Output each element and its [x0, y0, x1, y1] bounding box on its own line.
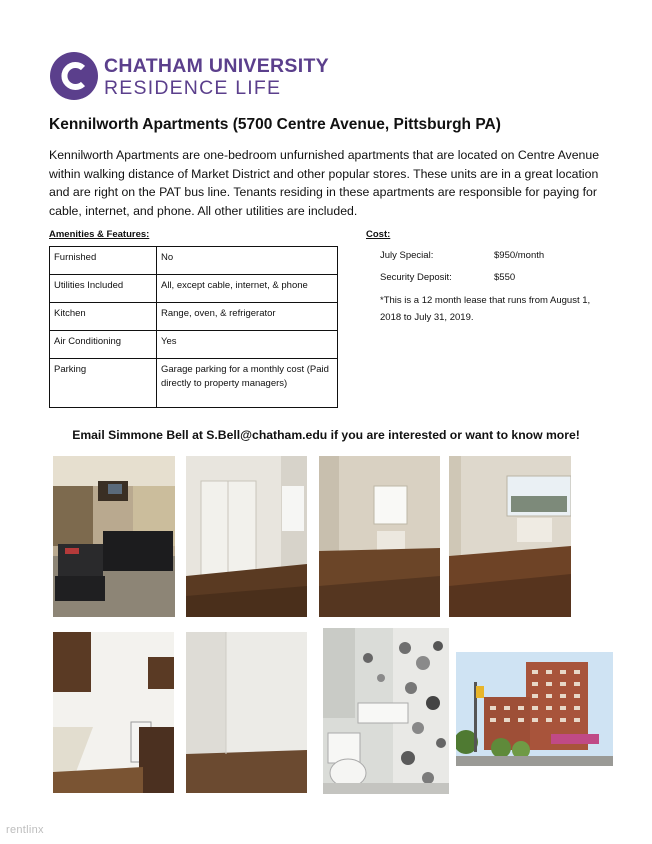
table-row	[50, 247, 338, 275]
lease-note: *This is a 12 month lease that runs from August 1, 2018 to July 31, 2019.	[380, 295, 591, 323]
cost-row-deposit	[380, 270, 516, 286]
photo-lobby	[53, 456, 175, 617]
table-row	[50, 359, 338, 408]
cost-row-july	[380, 248, 545, 264]
photo-bathroom	[323, 628, 449, 794]
page-title: Kennilworth Apartments (5700 Centre Avenue, Pittsburgh PA)	[49, 116, 501, 133]
photo-living-room	[449, 456, 571, 617]
logo-title: CHATHAM UNIVERSITY	[104, 55, 329, 77]
amenity-value: Garage parking for a monthly cost (Paid directly to property managers)	[157, 359, 338, 408]
table-row	[50, 331, 338, 359]
amenity-value: Yes	[157, 331, 338, 359]
logo-subtitle: RESIDENCE LIFE	[104, 77, 282, 99]
amenities-table	[49, 246, 338, 408]
amenity-value: Range, oven, & refrigerator	[157, 303, 338, 331]
amenity-label: Utilities Included	[50, 275, 157, 303]
amenity-label: Furnished	[50, 247, 157, 275]
cost-label: July Special:	[380, 250, 434, 261]
cost-value: $950/month	[494, 250, 545, 261]
cost-label: Security Deposit:	[380, 272, 452, 283]
amenity-label: Kitchen	[50, 303, 157, 331]
amenity-label: Parking	[50, 359, 157, 408]
photo-hallway	[186, 632, 307, 793]
photo-window-room	[319, 456, 440, 617]
amenity-label: Air Conditioning	[50, 331, 157, 359]
cost-heading: Cost:	[366, 229, 391, 240]
table-row	[50, 303, 338, 331]
photo-building-exterior	[456, 652, 613, 766]
amenity-value: No	[157, 247, 338, 275]
photo-kitchen	[53, 632, 174, 793]
watermark: rentlinx	[6, 824, 44, 836]
logo	[48, 50, 348, 104]
cost-value: $550	[494, 272, 516, 283]
amenities-heading: Amenities & Features:	[49, 229, 150, 240]
contact-line: Email Simmone Bell at S.Bell@chatham.edu if you are interested or want to know more!	[72, 428, 580, 442]
table-row	[50, 275, 338, 303]
intro-paragraph: Kennilworth Apartments are one-bedroom unfurnished apartments that are located on Centre Avenue within walking distance of Market District and other popular stores. These units are in a great location and are right on the PAT bus line. Tenants residing in these apartments are responsible for paying for cable, internet, and phone. All other utilities are included.	[49, 148, 600, 218]
amenity-value: All, except cable, internet, & phone	[157, 275, 338, 303]
chatham-logo-icon	[48, 50, 100, 102]
photo-closet	[186, 456, 307, 617]
